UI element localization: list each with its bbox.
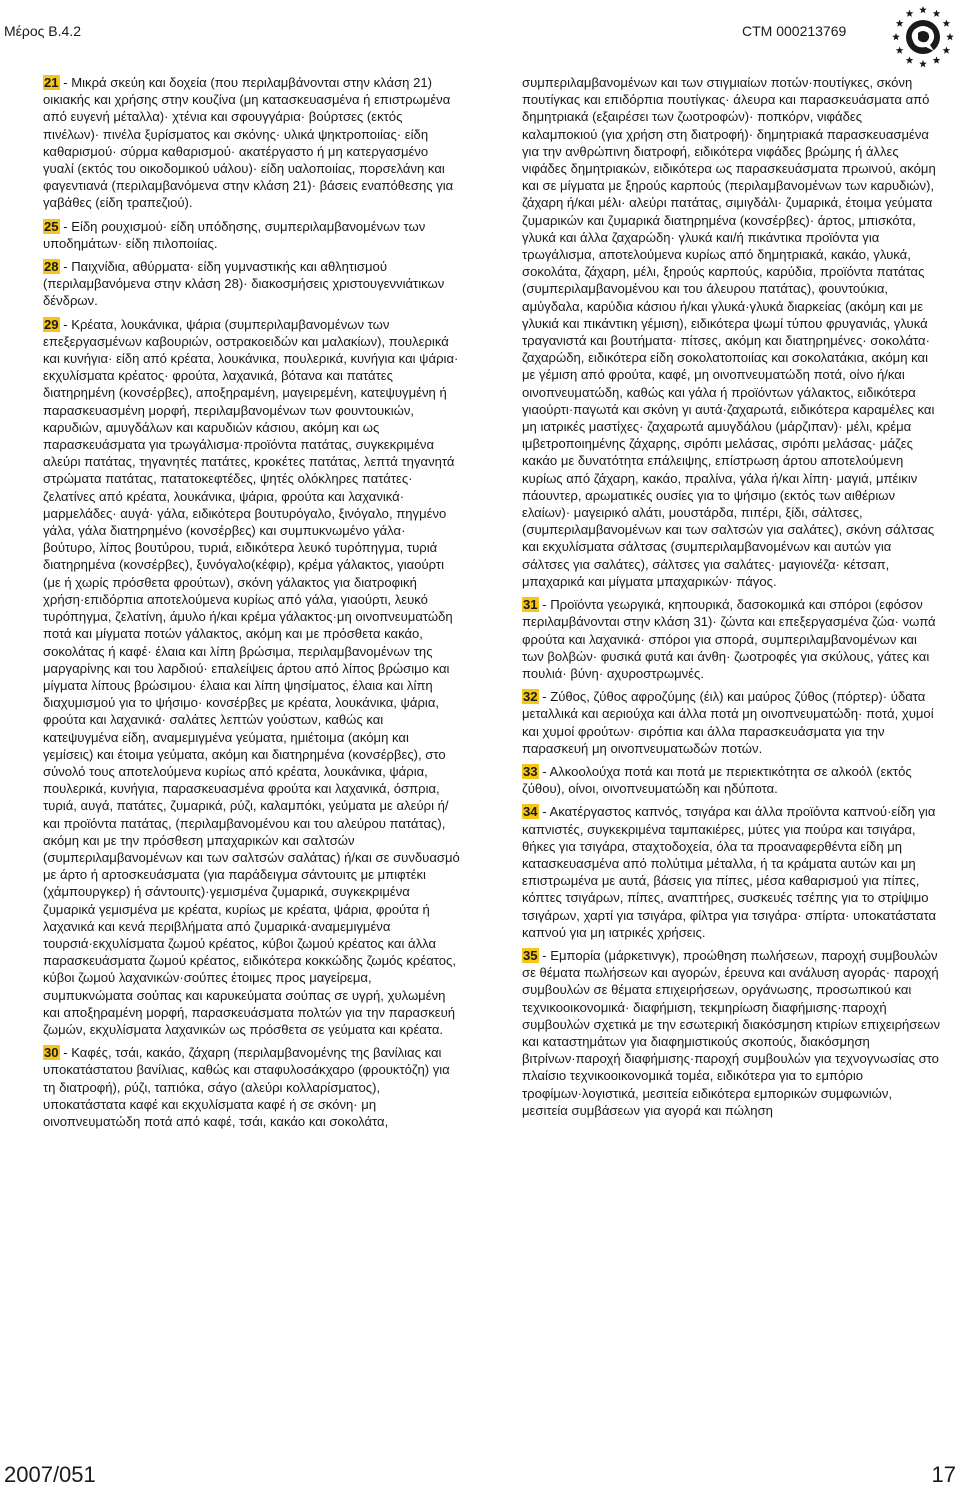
class-number: 32 (523, 689, 538, 705)
class-entry (43, 316, 461, 1039)
class-description: - Καφές, τσάι, κακάο, ζάχαρη (περιλαμβανομένης της βανίλιας και υποκατάστατου βανίλιας, καθώς και σταφυλοσάκχαρο (φρουκτόζη) για τη διατροφή), ρύζι, ταπιόκα, σάγο (αλεύρι κολλαρίσματος), υποκατάστατα καφέ και εκχυλίσματα καφέ ή σε σκόνη· μη οινοπνευματώδη ποτά από καφέ, τσάι, κακάο και σοκολάτα, (43, 1045, 450, 1129)
class-entry (522, 74, 940, 590)
star-icon (943, 20, 951, 27)
star-icon (919, 6, 927, 13)
issue-number: 2007/051 (4, 1462, 96, 1487)
class-entry (522, 803, 940, 941)
class-entry (43, 1044, 461, 1130)
class-entry (43, 218, 461, 252)
class-number: 31 (523, 597, 538, 613)
right-column (522, 74, 940, 1125)
class-number: 29 (44, 316, 59, 332)
left-column (43, 74, 461, 1136)
class-number: 35 (523, 947, 538, 963)
class-description: συμπεριλαμβανομένων και των στιγμιαίων ποτών·πουτίγκες, σκόνη πουτίγκας και επιδόρπια πουτίγκας· άλευρα και παρασκευάσματα από δημητριακά (εξαιρέσει των ζωοτροφών)· ποπκόρν, νιφάδες καλαμποκιού (για χρήση στη διατροφή)· δημητριακά παρασκευασμένα για την ανθρώπινη διατροφή, ειδικότερα νιφάδες βρώμης ή άλλες νιφάδες δημητριακών, ειδικότερα ως παρασκευάσματα πρωινού, ακόμη και σε μίγματα με ξηρούς καρπούς (περιλαμβανομένων των καρυδιών), ζάχαρη ή/και μέλι· αλεύρι πατάτας, σιμιγδάλι· ζυμαρικά, έτοιμα γεύματα ζυμαρικών και ζυμαρικά διατηρημένα (κονσέρβες)· άρτος, μπισκότα, γλυκά και άλλα ζαχαρώδη· γλυκά και/ή πικάντικα προϊόντα για τρωγάλισμα, αποτελούμενα κυρίως από δημητριακά, κακάο, γλυκά, σοκολάτα, ζάχαρη, μέλι, ξηρούς καρπούς, καρύδια, προϊόντα πατάτας (συμπεριλαμβανομένου και του άλευρου πατάτας), φουντούκια, αμύγδαλα, καρύδια κάσιου ή/και γλυκά·γλυκά διαρκείας (ακόμη και με γλυκιά και πικάντικη γέμιση), ειδικότερα ψωμί τύπου φρυγανιάς, γλυκά τραγανιστά και βουτήματα· πίτσες, ακόμη και διατηρημένες· σοκολάτα· ζαχαρώδη, ειδικότερα είδη σοκολατοποιίας και σοκολατάκια, ακόμη και με γέμιση από φρούτα, καφέ, μη οινοπνευματώδη ποτά, οίνο ή/και οινοπνευματώδη, καθώς και γάλα ή προϊόντων γάλακτος, ειδικότερα γιαούρτι·παγωτά και σκόνη γι αυτά·ζαχαρωτά, ειδικότερα καραμέλες και μη ιατρικές μαστίχες· ζαχαρωτά αμυγδάλου (μάρζιπαν)· μέλι, κρέμα ιμβετροποιημένης ζάχαρης, σιρόπι μελάσας, σιρόπι μελάσας· μάζες κακάο με δυνατότητα επάλειψης, επίστρωση άρτου αποτελούμενη κυρίως από ζάχαρη, κακάο, πραλίνα, γάλα ή/και λίπη· μαγιά, μπέικιν πάουντερ, αρωματικές ουσίες για το ψήσιμο (εκτός των αιθέριων ελαίων)· μαγειρικό αλάτι, μουστάρδα, πιπέρι, ξίδι, σάλτσες, (συμπεριλαμβανομένων και των σαλτσών για σαλάτες), σκόνη σάλτσας και εκχυλίσματα σάλτσας (συμπεριλαμβανομένων και αυτών για σάλτσες για σαλάτες), σάλτσες για σαλάτες· μαγιονέζα· κέτσαπ, μπαχαρικά και μίγματα μπαχαρικών· πάγος. (522, 75, 936, 589)
section-label: Μέρος Β.4.2 (4, 23, 81, 39)
class-description: - Ζύθος, ζύθος αφροζύμης (έιλ) και μαύρος ζύθος (πόρτερ)· ύδατα μεταλλικά και αεριούχα και άλλα ποτά μη οινοπνευματώδη· ποτά, χυμοί και χυμοί φρούτων· σιρόπια και άλλα παρασκευάσματα για την παρασκευή μη οινοπνευματωδών ποτών. (522, 689, 934, 756)
page-number: 17 (931, 1462, 956, 1487)
class-description: - Αλκοολούχα ποτά και ποτά με περιεκτικότητα σε αλκοόλ (εκτός ζύθου), οίνοι, οινοπνευματώδη και ηδύποτα. (522, 763, 912, 797)
class-description: - Ακατέργαστος καπνός, τσιγάρα και άλλα προϊόντα καπνού·είδη για καπνιστές, συγκεκριμένα ταμπακιέρες, μύτες για πούρα και τσιγάρα, θήκες για τσιγάρα, σταχτοδοχεία, όλα τα προαναφερθέντα είδη μη κατασκευασμένα από πολύτιμα μέταλλα, ή τα κράματα αυτών και μη επιστρωμένα με αυτά, βάσεις για πίπες, μέσα καθαρισμού για πίπες, κόπτες τσιγάρων, πίπες, αναπτήρες, συσκευές τσέπης για το στρίψιμο τσιγάρων, χαρτί για τσιγάρα, φίλτρα για τσιγάρα· σπίρτα· υποκατάστατα καπνού για μη ιατρικές χρήσεις. (522, 804, 937, 940)
star-icon (943, 47, 951, 54)
class-number: 28 (44, 259, 59, 275)
star-icon (933, 10, 941, 17)
star-icon (896, 47, 904, 54)
class-entry (522, 763, 940, 797)
star-icon (919, 60, 927, 67)
class-number: 34 (523, 804, 538, 820)
ctm-number: CTM 000213769 (742, 23, 847, 39)
class-description: - Είδη ρουχισμού· είδη υπόδησης, συμπεριλαμβανομένων των υποδημάτων· είδη πιλοποιίας. (43, 218, 426, 251)
class-number: 30 (44, 1045, 59, 1061)
class-entry (43, 74, 461, 212)
class-description: - Προϊόντα γεωργικά, κηπουρικά, δασοκομικά και σπόροι (εφόσον περιλαμβάνονται στην κλάση 31)· ζώντα και επεξεργασμένα ζώα· νωπά φρούτα και λαχανικά· σπόροι για σπορά, συμπεριλαμβανομένων και των βολβών· φυσικά φυτά και άνθη· ζωοτροφές για σκύλους, γάτες και πουλιά· βύνη· αχυροστρωμνές. (522, 597, 936, 681)
class-entry (522, 596, 940, 682)
class-entry (522, 947, 940, 1119)
star-icon (933, 56, 941, 63)
class-number: 25 (44, 218, 59, 234)
star-icon (892, 33, 900, 40)
class-entry (43, 258, 461, 310)
class-description: - Μικρά σκεύη και δοχεία (που περιλαμβάνονται στην κλάση 21) οικιακής και χρήσης στην κουζίνα (μη κατασκευασμένα ή επιστρωμένα από ευγενή μέταλλα)· χτένια και σφουγγάρια· βούρτσες (εκτός πινέλων)· πινέλα ξυρίσματος και σκόνης· υλικά ψηκτροποιίας· είδη καθαρισμού· σύρμα καθαρισμού· ακατέργαστο ή μη κατεργασμένο γυαλί (εκτός του οικοδομικού υάλου)· είδη υαλοποιίας, πορσελάνη και φαγεντιανά (περιλαμβανόμενα στην κλάση 21)· βάσεις εναπόθεσης για γαβάθες (είδη τραπεζιού). (43, 75, 454, 211)
class-number: 21 (44, 75, 59, 90)
class-description: - Παιχνίδια, αθύρματα· είδη γυμναστικής και αθλητισμού (περιλαμβανόμενα στην κλάση 28)· διακοσμήσεις χριστουγεννιάτικων δένδρων. (43, 259, 445, 309)
star-icon (946, 33, 954, 40)
star-icon (906, 56, 914, 63)
eu-ohim-logo (890, 4, 956, 70)
class-description: - Κρέατα, λουκάνικα, ψάρια (συμπεριλαμβανομένων των επεξεργασμένων καβουριών, οστρακοειδών και μαλακίων), πουλερικά και κυνήγια· είδη από κρέατα, λουκάνικα, πουλερικά, κυνήγια και ψάρια· εκχυλίσματα κρέατος· φρούτα, λαχανικά, βότανα και πατάτες διατηρημένη (κονσέρβες), αποξηραμένη, μαγειρεμένη, κατεψυγμένη ή παρασκευασμένη μορφή, περιλαμβανομένων των φουντουκιών, καρυδιών, αμυγδάλων και καρυδιών κάσιου, ακόμη και ως παρασκευάσματα για τρωγάλισμα·προϊόντα πατάτας, συγκεκριμένα αλεύρι πατάτας, τηγανητές πατάτες, κροκέτες πατάτας, λεπτά τηγανητά στρώματα πατάτας, πατατοκεφτέδες, ψητές ολόκληρες πατάτες· ζελατίνες από κρέατα, λουκάνικα, ψάρια, φρούτα και λαχανικά· μαρμελάδες· αυγά· γάλα, ειδικότερα βουτυρόγαλο, ξινόγαλο, πηγμένο γάλα, γάλα διατηρημένο (κονσέρβες) και συμπυκνωμένο γάλα· βούτυρο, λίπος βουτύρου, τυριά, ειδικότερα λευκό τυρόπηγμα, τυριά διατηρημένα (κονσέρβες), ξυνόγαλο(κέφιρ), κρέμα γάλακτος, γιαούρτι (με ή χωρίς πρόσθετα φρούτων), σκόνη γάλακτος για διατροφική χρήση·επιδόρπια αποτελούμενα κυρίως από γάλα, γιαούρτι, λευκό τυρόπηγμα, ζελατίνη, άμυλο ή/και κρέμα γάλακτος·μη οινοπνευματώδη ποτά και μίγματα ποτών γάλακτος, ακόμη και με πρόσθετα κακάο, σοκολάτας ή καφέ· έλαια και λίπη βρώσιμα, περιλαμβανομένων της μαργαρίνης και του λαρδιού· επαλείψεις άρτου από λίπος βρώσιμο και μίγματα λίπους βρώσιμου· έλαια και λίπη ψησίματος, έλαια και λίπη διαχυμισμού για το ψήσιμο· κονσέρβες με κρέατα, λουκάνικα, ψάρια, φρούτα και λαχανικά· σαλάτες λεπτών γούστων, καθώς και κατεψυγμένα είδη, αναμεμιγμένα γεύματα, ημιέτοιμα (ακόμη και γεμίσεις) και έτοιμα γεύματα, ακόμη και διατηρημένα (κονσέρβες), στο σύνολό τους αποτελούμενα κυρίως από κρέατα, λουκάνικα, ψάρια, πουλερικά, κυνήγια, παρασκευασμένα φρούτα και λαχανικά, όσπρια, τυριά, αυγά, πατάτες, ζυμαρικά, ρύζι, καλαμπόκι, γεύματα με αλεύρι ή/και προϊόντα πατάτας, (περιλαμβανομένου και του αλεύρου πατάτας), ακόμη και με την πρόσθεση μπαχαρικών και σαλτσών (συμπεριλαμβανομένων και των σαλτσών σαλάτας) ή/και σε συνδυασμό με άρτο ή αρτοσκευάσματα (για παράδειγμα σάντουιτς με μπιφτέκι (χάμπουργκερ) ή σάντουιτς)·γεμισμένα ζυμαρικά, συγκεκριμένα ζυμαρικά γεμισμένα με κρέατα, κυρίως με κρέατα, ψάρια, φρούτα ή λαχανικά και κενά περιβλήματα από ζυμαρικά·αναμεμιγμένα τουρσιά·εκχυλίσματα ζωμού κρέατος, κύβοι ζωμού κρέατος και άλλα παρασκευάσματα ζωμού κρέατος, ειδικότερα κοκκώδης ζωμός κρέατος, κύβοι ζωμού λαχανικών·σούπες έτοιμες προς μαγείρεμα, συμπυκνώματα σούπας και καρυκεύματα σούπας σε υγρή, χυλωμένη και αποξηραμένη μορφή, παρασκευάσματα πολτών για την παρασκευή ζωμών, εκχυλίσματα λαχανικών ως πρόσθετα σε γεύματα και κρέατα. (43, 316, 460, 1037)
star-icon (906, 10, 914, 17)
class-entry (522, 688, 940, 757)
class-description: - Εμπορία (μάρκετινγκ), προώθηση πωλήσεων, παροχή συμβουλών σε θέματα πωλήσεων και αγορών, έρευνα και ανάλυση αγοράς· παροχή συμβουλών σε θέματα επιχειρήσεων, οργάνωσης, προσωπικού και τεχνικοοικονομικά· διαφήμιση, τεκμηρίωση διαφήμισης·παροχή συμβουλών σχετικά με την εσωτερική διακόσμηση κτιρίων επιχειρήσεων και καταστημάτων για διαφημιστικούς σκοπούς, διακόσμηση βιτρίνων·παροχή διαφήμισης·παροχή συμβουλών για τεχνογνωσίας στο πλαίσιο τεχνικοοικονομικά τομέα, ειδικότερα για το εμπόριο τροφίμων·λογιστικά, μεσιτεία ειδικότερα εμπορικών συμφωνιών, μεσιτεία συμβάσεων για αγορά και πώληση (522, 947, 940, 1118)
class-number: 33 (523, 763, 538, 779)
star-icon (896, 20, 904, 27)
